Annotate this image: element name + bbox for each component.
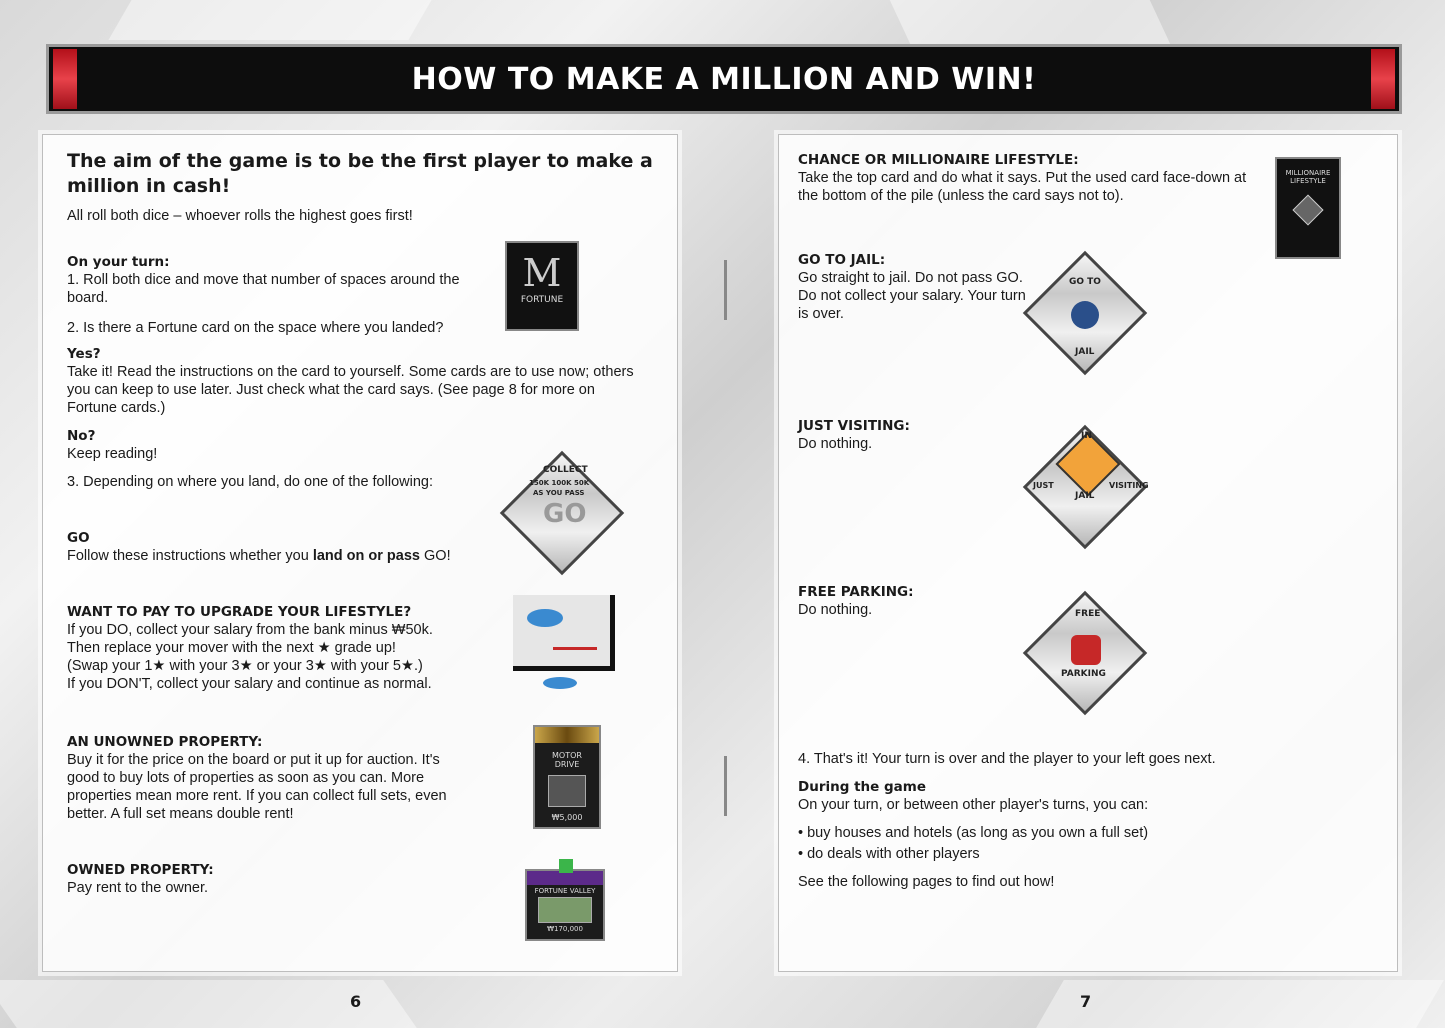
banner-left-cap bbox=[53, 49, 77, 109]
diamond-icon bbox=[1292, 194, 1323, 225]
owned-text: Pay rent to the owner. bbox=[67, 880, 209, 896]
owned-heading: OWNED PROPERTY: bbox=[67, 862, 214, 878]
background-shard bbox=[108, 0, 431, 40]
see-following-text: See the following pages to find out how! bbox=[798, 874, 1055, 890]
policeman-icon bbox=[1071, 301, 1099, 329]
upgrade-line-3: (Swap your 1★ with your 3★ or your 3★ with your 5★.) bbox=[67, 658, 423, 674]
yes-text: Take it! Read the instructions on the card to yourself. Some cards are to use now; others you can keep to use later. Just check what the card says. (See page 8 for more on Fortune cards.) bbox=[67, 364, 634, 416]
go-text-part-2: GO! bbox=[420, 548, 451, 564]
valley-card-name: FORTUNE VALLEY bbox=[534, 887, 596, 895]
no-heading: No? bbox=[67, 428, 96, 444]
go-space-collect: COLLECT bbox=[543, 465, 588, 475]
valley-card-band bbox=[527, 871, 603, 885]
chance-heading: CHANCE OR MILLIONAIRE LIFESTYLE: bbox=[798, 152, 1079, 168]
go-text bbox=[67, 547, 507, 565]
go-heading: GO bbox=[67, 530, 90, 546]
motor-card-photo bbox=[548, 775, 586, 807]
during-heading: During the game bbox=[798, 779, 926, 795]
visiting-text: Do nothing. bbox=[798, 436, 873, 452]
goto-jail-bottom: JAIL bbox=[1075, 347, 1095, 357]
motor-card-name: MOTOR DRIVE bbox=[552, 751, 582, 769]
jail-text: Go straight to jail. Do not pass GO. Do not collect your salary. Your turn is over. bbox=[798, 270, 1026, 322]
step-2-text: 2. Is there a Fortune card on the space where you landed? bbox=[67, 320, 444, 336]
upgrade-line-4: If you DON'T, collect your salary and continue as normal. bbox=[67, 676, 432, 692]
red-arrow-icon bbox=[553, 647, 597, 650]
chance-text: Take the top card and do what it says. Put the used card face-down at the bottom of the pile (unless the card says not to). bbox=[798, 170, 1247, 204]
mover-token-icon bbox=[543, 677, 577, 689]
lifestyle-card-label: MILLIONAIRE LIFESTYLE bbox=[1285, 169, 1331, 185]
house-icon bbox=[559, 859, 573, 873]
go-space-go: GO bbox=[543, 499, 587, 529]
board-corner-image bbox=[513, 595, 615, 671]
yes-heading: Yes? bbox=[67, 346, 101, 362]
in-jail-top: IN bbox=[1081, 431, 1092, 441]
page-title: HOW TO MAKE A MILLION AND WIN! bbox=[411, 61, 1037, 97]
parking-heading: FREE PARKING: bbox=[798, 584, 914, 600]
step-4-text: 4. That's it! Your turn is over and the player to your left goes next. bbox=[798, 751, 1216, 767]
background-shard bbox=[890, 0, 1171, 44]
go-text-part-1: Follow these instructions whether you bbox=[67, 548, 313, 564]
fortune-valley-card-image bbox=[525, 869, 605, 941]
go-text-bold: land on or pass bbox=[312, 548, 420, 564]
go-space-pass: AS YOU PASS bbox=[533, 489, 585, 497]
go-space-amounts: 150K 100K 50K bbox=[529, 479, 590, 487]
unowned-text: Buy it for the price on the board or put it up for auction. It's good to buy lots of properties as soon as you can. More properties mean more rent. If you can collect full sets, even better. A full set means double rent! bbox=[67, 752, 447, 822]
title-banner bbox=[46, 44, 1402, 114]
no-text: Keep reading! bbox=[67, 446, 158, 462]
in-jail-right: VISITING bbox=[1109, 481, 1149, 490]
goto-jail-top: GO TO bbox=[1069, 277, 1101, 287]
upgrade-heading: WANT TO PAY TO UPGRADE YOUR LIFESTYLE? bbox=[67, 604, 412, 620]
page-number-left: 6 bbox=[350, 992, 362, 1011]
in-jail-mid: JAIL bbox=[1075, 491, 1095, 501]
step-1-text: 1. Roll both dice and move that number of spaces around the board. bbox=[67, 272, 460, 306]
bullet-item: • buy houses and hotels (as long as you own a full set) bbox=[798, 824, 1358, 842]
parking-top: FREE bbox=[1075, 609, 1101, 619]
parking-bottom: PARKING bbox=[1061, 669, 1106, 679]
car-icon bbox=[1071, 635, 1101, 665]
motor-card-price: ₩5,000 bbox=[551, 813, 583, 822]
page-number-right: 7 bbox=[1080, 992, 1092, 1011]
aim-heading: The aim of the game is to be the first player to make a million in cash! bbox=[67, 150, 653, 197]
staple bbox=[724, 756, 727, 816]
visiting-heading: JUST VISITING: bbox=[798, 418, 910, 434]
background-shard bbox=[1036, 980, 1444, 1028]
upgrade-line-2: Then replace your mover with the next ★ grade up! bbox=[67, 640, 396, 656]
bullet-item: • do deals with other players bbox=[798, 845, 1358, 863]
on-turn-heading: On your turn: bbox=[67, 254, 170, 270]
parking-text: Do nothing. bbox=[798, 602, 873, 618]
step-3-text: 3. Depending on where you land, do one of the following: bbox=[67, 474, 433, 490]
fortune-card-label: FORTUNE bbox=[520, 295, 564, 305]
fortune-m-logo: M bbox=[522, 251, 562, 295]
motor-drive-card-image bbox=[533, 725, 601, 829]
banner-right-cap bbox=[1371, 49, 1395, 109]
intro-text: All roll both dice – whoever rolls the highest goes first! bbox=[67, 208, 413, 224]
staple bbox=[724, 260, 727, 320]
unowned-heading: AN UNOWNED PROPERTY: bbox=[67, 734, 263, 750]
jail-heading: GO TO JAIL: bbox=[798, 252, 886, 268]
fortune-card-image bbox=[505, 241, 579, 331]
millionaire-lifestyle-card-image bbox=[1275, 157, 1341, 259]
right-page-panel bbox=[778, 134, 1398, 972]
valley-card-price: ₩170,000 bbox=[547, 925, 583, 933]
mover-token-icon bbox=[527, 609, 563, 627]
during-text: On your turn, or between other player's turns, you can: bbox=[798, 797, 1149, 813]
valley-card-photo bbox=[538, 897, 592, 923]
in-jail-left: JUST bbox=[1033, 481, 1054, 490]
upgrade-line-1: If you DO, collect your salary from the bank minus ₩50k. bbox=[67, 622, 433, 638]
left-page-panel bbox=[42, 134, 678, 972]
motor-card-band bbox=[535, 727, 599, 743]
